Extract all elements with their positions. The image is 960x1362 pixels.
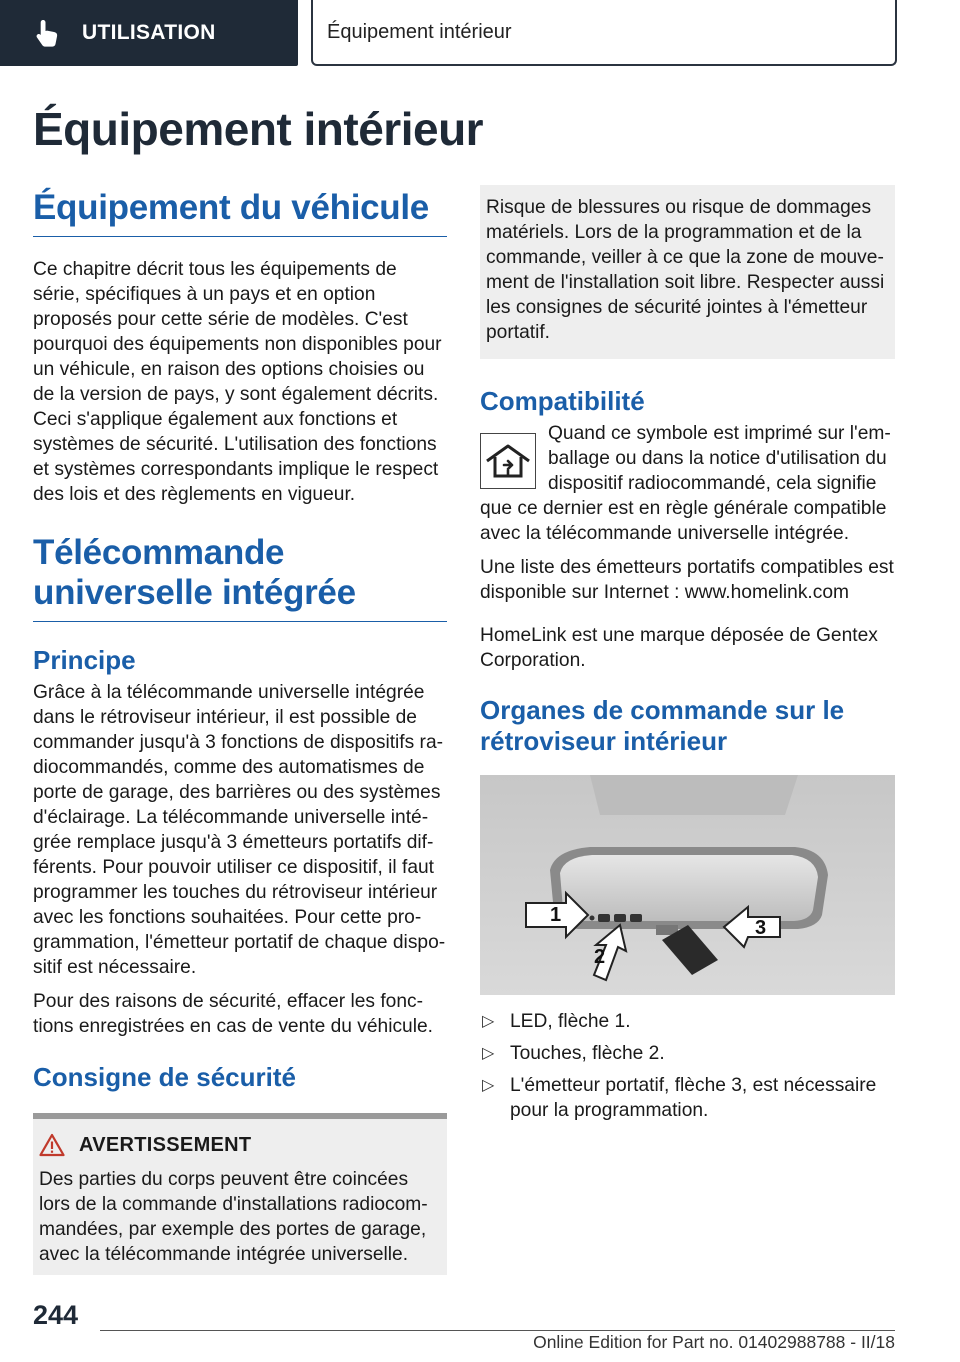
arrow-label-3: 3: [755, 917, 767, 939]
compatibility-text-1: Quand ce symbole est imprimé sur l'emballage ou dans la notice d'utilisation du dispositif radiocommandé, cela signifie: [548, 423, 891, 494]
principle-text-1: Grâce à la télécommande universelle intégrée dans le rétroviseur intérieur, il est possible de commander jusqu'à 3 fonctions de dispositifs radiocommandés, comme des automatismes de porte de garage, des barrières ou des systèmes d'éclairage. La télécommande universelle intégrée remplace jusqu'à 3 émetteurs portatifs différents. Pour pouvoir utiliser ce dispositif, il faut programmer les touches du rétroviseur intérieur avec les fonctions souhaitées. Pour cette programmation, l'émetteur portatif de chaque dispositif est nécessaire.: [33, 682, 446, 978]
list-item: [480, 1009, 895, 1034]
controls-list: [480, 1009, 895, 1123]
universal-remote-heading: Télécommande universelle intégrée: [33, 533, 447, 622]
principle-text-2: Pour des raisons de sécurité, effacer les fonctions enregistrées en cas de vente du véhicule.: [33, 991, 433, 1037]
left-column: [33, 188, 447, 1275]
list-item-text: Touches, flèche 2.: [510, 1043, 665, 1064]
vehicle-equipment-text: Ce chapitre décrit tous les équipements de série, spécifiques à un pays et en option proposés pour cette série de modèles. C'est pourquoi des équipements non disponibles pour un véhicule, en raison des options choisies ou de la version de pays, y sont également décrits. Ceci s'applique également aux fonctions et systèmes de sécurité. L'utilisation des fonctions et systèmes correspondants implique le respect des lois et des règlements en vigueur.: [33, 259, 442, 505]
arrow-label-1: 1: [550, 904, 562, 926]
edition-footer: Online Edition for Part no. 01402988788 - II/18: [533, 1332, 895, 1352]
compatibility-text-1b: que ce dernier est en règle générale compatible avec la télécommande universelle intégrée.: [480, 498, 887, 544]
risk-text: Risque de blessures ou risque de dommages matériels. Lors de la programmation et de la commande, veiller à ce que la zone de mouvement de l'installation soit libre. Respecter aussi les consignes de sécurité jointes à l'émetteur portatif.: [486, 197, 885, 343]
page-title: Équipement intérieur: [33, 103, 484, 155]
list-item-text: L'émetteur portatif, flèche 3, est nécessaire pour la programmation.: [510, 1075, 877, 1121]
warning-title: AVERTISSEMENT: [79, 1133, 252, 1156]
arrow-label-2: 2: [594, 946, 606, 968]
list-item: [480, 1073, 895, 1123]
controls-heading: Organes de commande sur le rétroviseur intérieur: [480, 695, 845, 756]
compatibility-heading: Compatibilité: [480, 386, 645, 416]
warning-text: Des parties du corps peuvent être coincées lors de la commande d'installations radiocommandées, par exemple des portes de garage, avec la télécommande intégrée universelle.: [39, 1169, 428, 1265]
compatibility-symbol-row: [480, 417, 895, 496]
triangle-bullet-icon: ▷: [482, 1045, 495, 1062]
vehicle-equipment-heading: Équipement du véhicule: [33, 188, 447, 237]
page-number: 244: [33, 1300, 79, 1330]
section-label: UTILISATION: [82, 21, 216, 44]
section-tab[interactable]: [0, 0, 298, 66]
chapter-label: Équipement intérieur: [327, 20, 512, 43]
triangle-bullet-icon: ▷: [482, 1077, 495, 1094]
right-column: [480, 185, 895, 1130]
compatibility-text-3: HomeLink est une marque déposée de Gentex Corporation.: [480, 625, 878, 671]
mirror-illustration: [480, 775, 895, 995]
rearview-mirror-photo: [480, 775, 895, 995]
list-item: [480, 1041, 895, 1066]
compatibility-text-2: Une liste des émetteurs portatifs compatibles est disponible sur Internet : www.homelink.com: [480, 557, 894, 603]
principle-heading: Principe: [33, 645, 136, 675]
warning-header: [39, 1133, 441, 1157]
warning-triangle-icon: [39, 1133, 65, 1157]
warning-box: [33, 1113, 447, 1275]
triangle-bullet-icon: ▷: [482, 1013, 495, 1030]
safety-heading: Consigne de sécurité: [33, 1062, 296, 1092]
list-item-text: LED, flèche 1.: [510, 1011, 631, 1032]
hand-pointer-icon: [34, 18, 60, 48]
homelink-compatible-icon: [480, 433, 536, 489]
page-header: [0, 0, 960, 66]
chapter-tab[interactable]: [311, 0, 897, 66]
footer-divider: [100, 1330, 895, 1331]
warning-box-continued: [480, 185, 895, 359]
